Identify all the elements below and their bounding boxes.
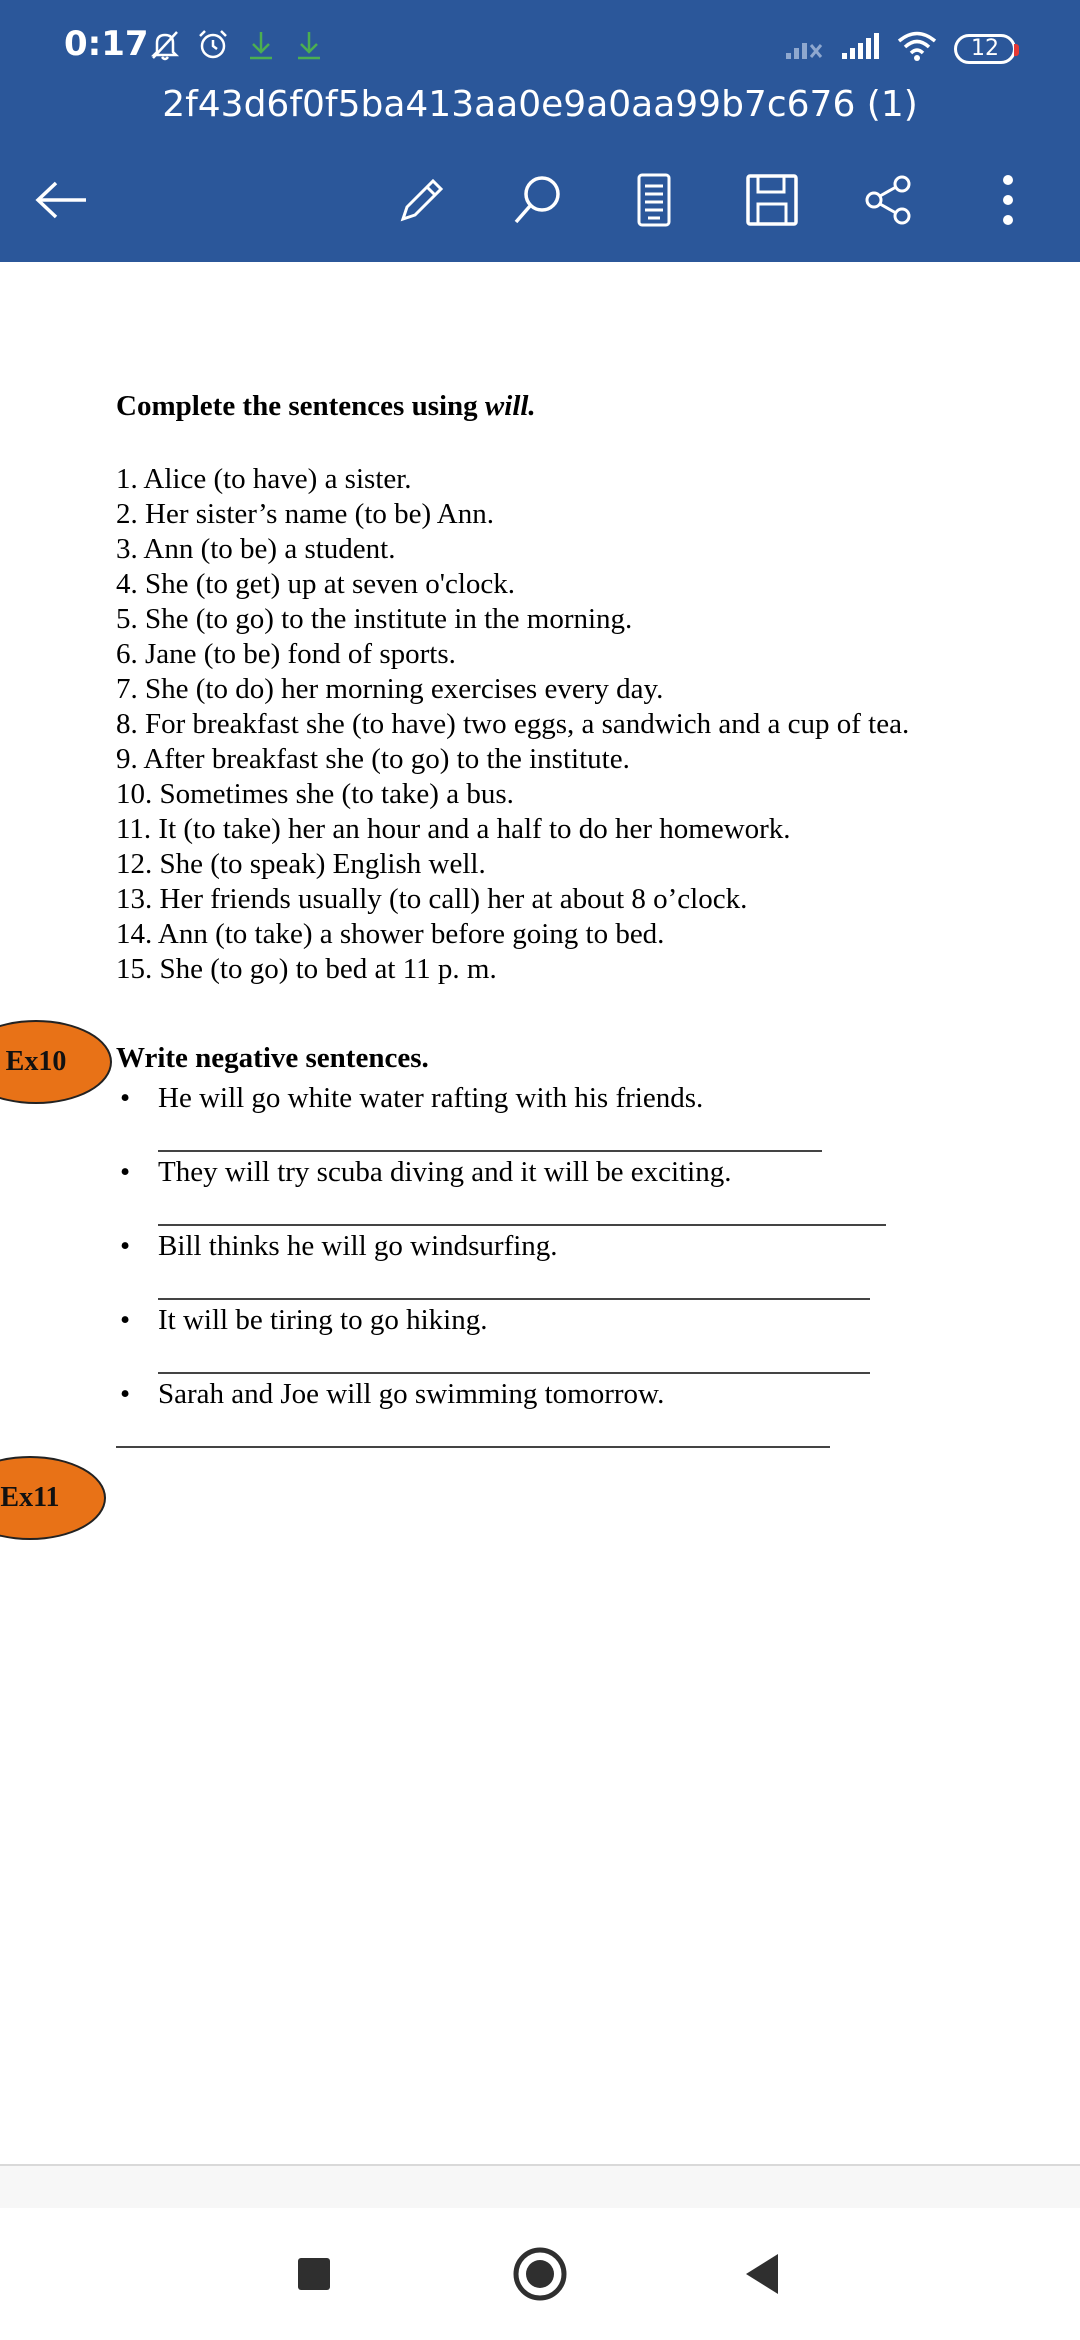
- more-options-button[interactable]: [976, 168, 1040, 232]
- answer-line: [158, 1372, 870, 1374]
- more-vert-icon: [998, 172, 1018, 228]
- ex10-item: • Bill thinks he will go windsurfing.: [158, 1230, 558, 1263]
- ex10-badge: Ex10: [0, 1020, 112, 1104]
- list-item: 8. For breakfast she (to have) two eggs, a sandwich and a cup of tea.: [116, 708, 910, 740]
- document-title: 2f43d6f0f5ba413aa0e9a0aa99b7c676 (1): [162, 84, 918, 125]
- answer-line: [158, 1224, 886, 1226]
- list-item: 4. She (to get) up at seven o'clock.: [116, 568, 516, 600]
- list-item: 3. Ann (to be) a student.: [116, 533, 396, 565]
- list-item: 15. She (to go) to bed at 11 p. m.: [116, 953, 497, 985]
- battery-icon: 12: [954, 34, 1016, 64]
- search-button[interactable]: [506, 168, 570, 232]
- list-item: 7. She (to do) her morning exercises every day.: [116, 673, 664, 705]
- back-triangle-icon: [740, 2250, 784, 2298]
- ex10-item: • It will be tiring to go hiking.: [158, 1304, 487, 1337]
- home-button[interactable]: [508, 2242, 572, 2306]
- back-button[interactable]: [30, 168, 94, 232]
- signal-icon: [840, 31, 880, 66]
- edit-button[interactable]: [390, 168, 454, 232]
- bottom-toolbar-strip: [0, 2164, 1080, 2210]
- download-icon: [244, 28, 278, 67]
- edit-pencil-icon: [395, 173, 449, 227]
- system-nav-bar: [0, 2208, 1080, 2340]
- share-button[interactable]: [856, 168, 920, 232]
- recents-square-icon: [294, 2254, 334, 2294]
- back-arrow-icon: [34, 180, 90, 220]
- status-icons-right: [784, 30, 1016, 67]
- status-time: 0:17: [64, 24, 149, 64]
- mute-bell-icon: [148, 28, 182, 67]
- search-icon: [510, 172, 566, 228]
- list-item: 14. Ann (to take) a shower before going to bed.: [116, 918, 665, 950]
- ex10-item: • Sarah and Joe will go swimming tomorrow.: [158, 1378, 664, 1411]
- list-item: 1. Alice (to have) a sister.: [116, 463, 412, 495]
- exercise-heading: [116, 390, 536, 423]
- save-button[interactable]: [740, 168, 804, 232]
- save-icon: [744, 172, 800, 228]
- app-bar: [0, 0, 1080, 262]
- list-item: 2. Her sister’s name (to be) Ann.: [116, 498, 494, 530]
- wifi-icon: [896, 30, 938, 67]
- list-item: 11. It (to take) her an hour and a half to do her homework.: [116, 813, 791, 845]
- signal-weak-icon: [784, 31, 824, 66]
- back-nav-button[interactable]: [730, 2242, 794, 2306]
- ex11-badge: Ex11: [0, 1456, 106, 1540]
- ex10-title: Write negative sentences.: [116, 1042, 429, 1074]
- reading-view-icon: [634, 172, 674, 228]
- list-item: 12. She (to speak) English well.: [116, 848, 486, 880]
- list-item: 9. After breakfast she (to go) to the institute.: [116, 743, 630, 775]
- recents-button[interactable]: [282, 2242, 346, 2306]
- ex10-item: • They will try scuba diving and it will be exciting.: [158, 1156, 731, 1189]
- alarm-icon: [196, 28, 230, 67]
- list-item: 6. Jane (to be) fond of sports.: [116, 638, 456, 670]
- list-item: 5. She (to go) to the institute in the morning.: [116, 603, 633, 635]
- sentence-list: [116, 462, 909, 987]
- list-item: 10. Sometimes she (to take) a bus.: [116, 778, 514, 810]
- status-icons-left: [148, 28, 326, 67]
- home-circle-icon: [512, 2246, 568, 2302]
- list-item: 13. Her friends usually (to call) her at about 8 o’clock.: [116, 883, 748, 915]
- answer-line: [116, 1446, 830, 1448]
- document-page[interactable]: [0, 262, 1080, 2164]
- ex10-item: • He will go white water rafting with his friends.: [158, 1082, 703, 1115]
- share-icon: [860, 172, 916, 228]
- heading-text: Complete the sentences using: [116, 390, 485, 422]
- heading-emphasis: will.: [484, 390, 536, 422]
- answer-line: [158, 1298, 870, 1300]
- reading-view-button[interactable]: [622, 168, 686, 232]
- download-icon: [292, 28, 326, 67]
- answer-line: [158, 1150, 822, 1152]
